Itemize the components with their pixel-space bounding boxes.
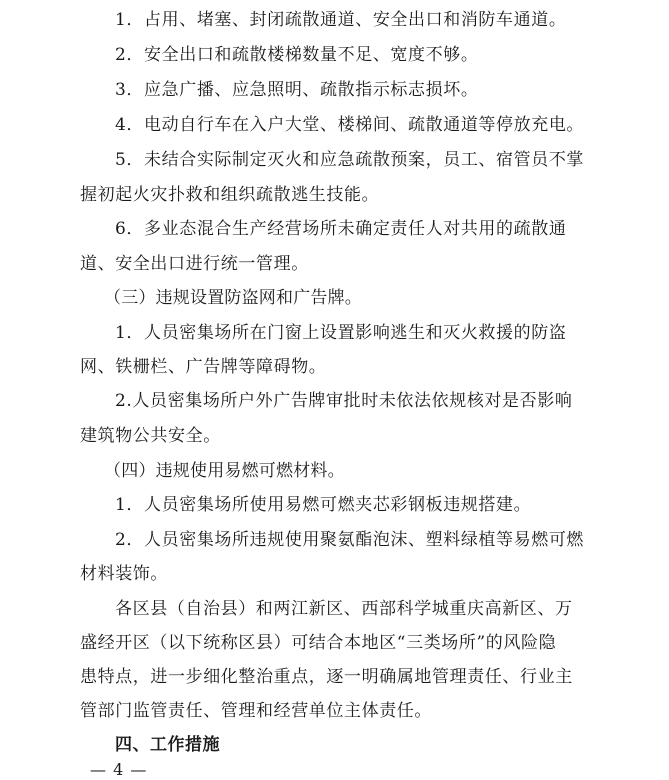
paragraph-line-3: 患特点，进一步细化整治重点，逐一明确属地管理责任、行业主	[80, 667, 573, 687]
list-item-1-6-cont: 道、安全出口进行统一管理。	[80, 254, 309, 274]
section-heading-3: （三）违规设置防盗网和广告牌。	[104, 288, 362, 308]
list-item-1-1: 1．占用、堵塞、封闭疏散通道、安全出口和消防车通道。	[115, 10, 567, 30]
list-item-4-1: 1．人员密集场所使用易燃可燃夹芯彩钢板违规搭建。	[115, 495, 532, 515]
paragraph-line-1: 各区县（自治县）和两江新区、西部科学城重庆高新区、万	[115, 599, 573, 619]
section-heading-four: 四、工作措施	[115, 735, 220, 755]
page-number: — 4 —	[90, 760, 148, 779]
list-item-4-2-cont: 材料装饰。	[80, 564, 168, 584]
list-item-1-4: 4．电动自行车在入户大堂、楼梯间、疏散通道等停放充电。	[115, 115, 585, 135]
list-item-3-2: 2.人员密集场所户外广告牌审批时未依法依规核对是否影响	[115, 391, 573, 411]
list-item-1-2: 2．安全出口和疏散楼梯数量不足、宽度不够。	[115, 45, 479, 65]
list-item-3-1-cont: 网、铁栅栏、广告牌等障碍物。	[80, 357, 327, 377]
list-item-1-5: 5．未结合实际制定灭火和应急疏散预案，员工、宿管员不掌	[115, 150, 585, 170]
paragraph-line-4: 管部门监管责任、管理和经营单位主体责任。	[80, 701, 432, 721]
section-heading-4: （四）违规使用易燃可燃材料。	[104, 461, 345, 481]
list-item-3-1: 1．人员密集场所在门窗上设置影响逃生和灭火救援的防盗	[115, 323, 567, 343]
list-item-1-5-cont: 握初起火灾扑救和组织疏散逃生技能。	[80, 185, 380, 205]
list-item-4-2: 2．人员密集场所违规使用聚氨酯泡沫、塑料绿植等易燃可燃	[115, 530, 585, 550]
list-item-1-3: 3．应急广播、应急照明、疏散指示标志损坏。	[115, 80, 479, 100]
list-item-3-2-cont: 建筑物公共安全。	[80, 426, 221, 446]
list-item-1-6: 6．多业态混合生产经营场所未确定责任人对共用的疏散通	[115, 219, 567, 239]
paragraph-line-2: 盛经开区（以下统称区县）可结合本地区“三类场所”的风险隐	[80, 633, 557, 653]
